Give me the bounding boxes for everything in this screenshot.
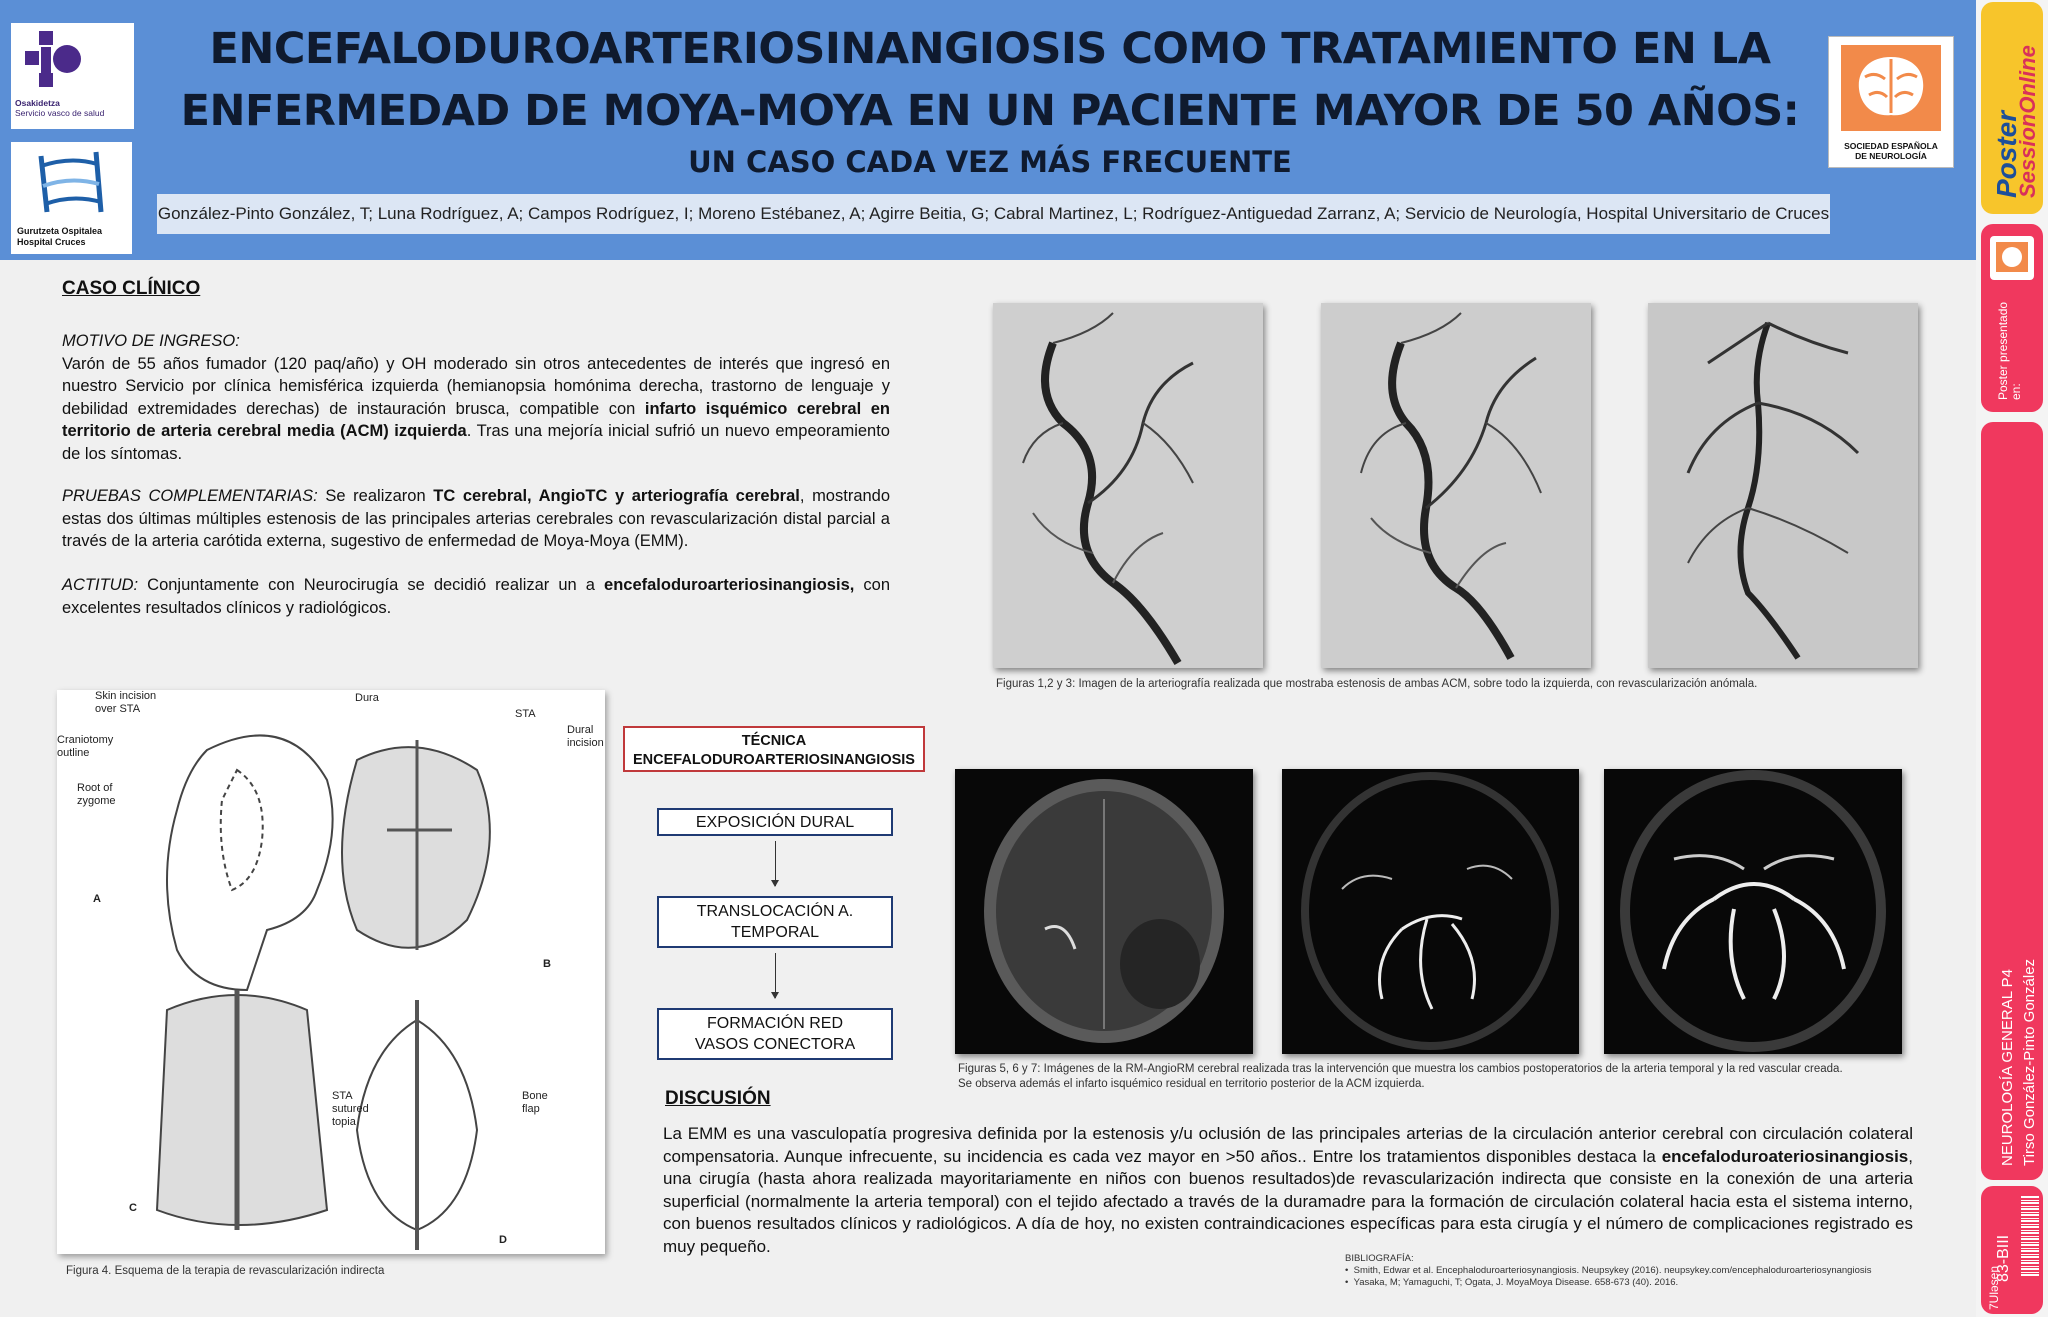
motivo-text-b: . Tras una mejoría inicial sufrió un nuevo empeoramiento de los síntomas. <box>62 422 890 463</box>
pruebas-text-b: , mostrando estas dos últimas múltiples estenosis de las principales arterias cerebrales con revascularización distal parcial a través de la arteria carótida externa, sugestivo de enfermedad de Moya-Moya (EMM). <box>62 487 891 550</box>
code-panel <box>1981 1186 2043 1314</box>
mri-image-7 <box>1604 769 1902 1054</box>
caption-figure-4: Figura 4. Esquema de la terapia de revascularización indirecta <box>66 1265 385 1277</box>
tecnica-title-line1: TÉCNICA <box>741 733 807 749</box>
pruebas-bold: TC cerebral, AngioTC y arteriografía cerebral <box>433 487 800 505</box>
actitud-block <box>62 574 890 619</box>
arteriography-image-3 <box>1648 303 1918 668</box>
brand-session: SessionOnline <box>2015 45 2040 198</box>
brain-icon <box>1829 37 1953 137</box>
caso-clinico-heading: CASO CLÍNICO <box>62 278 201 299</box>
label-c: C <box>129 1202 137 1214</box>
motivo-text-a: Varón de 55 años fumador (120 paq/año) y OH moderado sin otros antecedentes de interés que ingresó en nuestro Servicio por clínica hemisférica izquierda (hemianopsia homónima derecha, trastorno de lenguaje y debilidad extremidades derechas) de instauración brusca, compatible con <box>62 354 890 418</box>
author-label: Tirso González-Pinto González <box>2021 958 2038 1166</box>
surgery-schema-graphic <box>57 690 605 1254</box>
barcode <box>2021 1196 2039 1276</box>
mri-6-graphic <box>1282 769 1579 1054</box>
angiogram-1-graphic <box>993 303 1263 668</box>
label-skin-incision: Skin incision over STA <box>95 690 157 715</box>
discusion-heading: DISCUSIÓN <box>665 1088 771 1109</box>
discusion-text-a: La EMM es una vasculopatía progresiva definida por la estenosis y/u oclusión de las principales arterias de la circulación anterior cerebral con circulación colateral compensatoria. Aunque infrecuente, su incidencia es cada vez mayor en >50 años.. Entre los tratamientos disponibles destaca la <box>663 1124 1913 1166</box>
mri-7-graphic <box>1604 769 1902 1054</box>
angiogram-2-graphic <box>1321 303 1591 668</box>
bibliografia-item-2: • Yasaka, M; Yamaguchi, T; Ogata, J. MoyaMoya Disease. 658-673 (40). 2016. <box>1345 1277 1679 1288</box>
hospital-cruces-logo <box>11 142 132 254</box>
pruebas-text-a: Se realizaron <box>317 487 434 505</box>
poster-title-line1: ENCEFALODUROARTERIOSINANGIOSIS COMO TRATAMIENTO EN LA <box>209 24 1771 74</box>
pruebas-block <box>62 485 890 553</box>
flow-arrow-2 <box>775 953 776 998</box>
motivo-label: MOTIVO DE INGRESO: <box>62 332 240 350</box>
info-panel <box>1981 422 2043 1180</box>
osakidetza-logo <box>11 23 134 129</box>
hospital-cruces-name: Gurutzeta Ospitalea <box>17 226 103 236</box>
hospital-cruces-icon <box>11 142 132 222</box>
tecnica-title-line2: ENCEFALODUROARTERIOSINANGIOSIS <box>633 752 915 768</box>
arteriography-image-2 <box>1321 303 1591 668</box>
bibliografia-heading: BIBLIOGRAFÍA: <box>1345 1253 1414 1264</box>
arteriography-image-1 <box>993 303 1263 668</box>
authors-bar: González-Pinto González, T; Luna Rodríguez, A; Campos Rodríguez, I; Moreno Estébanez, A; Agirre Beitia, G; Cabral Martinez, L; Rodríguez-Antiguedad Zarranz, A; Servicio de Neurología, Hospital Universitario de Cruces <box>157 194 1830 234</box>
sen-logo <box>1828 36 1954 168</box>
poster-subtitle: UN CASO CADA VEZ MÁS FRECUENTE <box>688 145 1292 179</box>
brand-poster: Poster <box>1991 110 2022 198</box>
discusion-text-b: , una cirugía (hasta ahora realizada mayoritariamente en niños con buenos resultados)de revascularización indirecta que consiste en la conexión de una arteria superficial (normalmente la arteria temporal) con el tejido afectado a través de la duramadre para la formación de circulación colateral hacia esta el sistema interno, con buenos resultados clínicos y radiológicos. A día de hoy, no existen contraindicaciones específicas para esta cirugía y el número de complicaciones registrado es muy pequeño. <box>663 1146 1913 1256</box>
sen-mini-logo <box>1990 236 2034 280</box>
label-bone-flap: Bone flap <box>522 1090 548 1115</box>
tecnica-title-box <box>623 726 925 772</box>
actitud-label: ACTITUD: <box>62 576 139 594</box>
poster-title-line2: ENFERMEDAD DE MOYA-MOYA EN UN PACIENTE MAYOR DE 50 AÑOS: <box>180 86 1800 136</box>
sen-name-line2: DE NEUROLOGÍA <box>1855 151 1927 161</box>
discusion-text <box>663 1123 1913 1258</box>
label-sta-sutured: STA sutured topia <box>332 1090 369 1128</box>
caption-figures-5-7: Figuras 5, 6 y 7: Imágenes de la RM-AngioRM cerebral realizada tras la intervención que muestra los cambios postoperatorios de la arteria temporal y la red vascular creada. Se observa además el infarto isquémico residual en territorio posterior de la ACM izquierda. <box>958 1063 1843 1090</box>
surgery-schema-figure <box>57 690 605 1254</box>
bibliografia-item-1-text: Smith, Edwar et al. Encephaloduroarteriosynangiosis. Neupsykey (2016). neupsykey.com/encephaloduroarteriosynangiosis <box>1353 1265 1872 1276</box>
label-root-zygome: Root of zygome <box>77 782 116 807</box>
motivo-block <box>62 330 890 465</box>
presented-panel <box>1981 224 2043 412</box>
flow-step-3: FORMACIÓN RED VASOS CONECTORA <box>657 1008 893 1060</box>
mri-image-6 <box>1282 769 1579 1054</box>
sidebar-footer: 7Uləsen <box>1987 1265 2001 1310</box>
poster-code: 83-BIII <box>1995 1234 2012 1282</box>
actitud-bold: encefaloduroarteriosinangiosis, <box>604 576 855 594</box>
mri-image-5 <box>955 769 1253 1054</box>
pruebas-label: PRUEBAS COMPLEMENTARIAS: <box>62 487 318 505</box>
actitud-text-b: con excelentes resultados clínicos y radiológicos. <box>62 576 890 617</box>
label-d: D <box>499 1234 507 1246</box>
poster-session-sidebar <box>1976 0 2048 1317</box>
label-dural-incision: Dural incision <box>567 724 604 749</box>
label-craniotomy: Craniotomy outline <box>57 734 114 759</box>
osakidetza-subtitle: Servicio vasco de salud <box>15 108 105 118</box>
label-b: B <box>543 958 551 970</box>
discusion-bold: encefaloduroateriosinangiosis <box>1661 1146 1909 1166</box>
label-a: A <box>93 893 101 905</box>
flow-step-2: TRANSLOCACIÓN A. TEMPORAL <box>657 896 893 948</box>
flow-arrow-1 <box>775 841 776 886</box>
sen-name-line1: SOCIEDAD ESPAÑOLA <box>1844 141 1938 151</box>
hospital-cruces-subtitle: Hospital Cruces <box>17 237 86 247</box>
bibliografia-item-2-text: Yasaka, M; Yamaguchi, T; Ogata, J. MoyaMoya Disease. 658-673 (40). 2016. <box>1353 1277 1679 1288</box>
mri-5-graphic <box>955 769 1253 1054</box>
actitud-text-a: Conjuntamente con Neurocirugía se decidió realizar un a <box>138 576 605 594</box>
bibliografia-item-1: • Smith, Edwar et al. Encephaloduroarteriosynangiosis. Neupsykey (2016). neupsykey.com/encephaloduroarteriosynangiosis <box>1345 1265 1872 1276</box>
motivo-bold: infarto isquémico cerebral en territorio de arteria cerebral media (ACM) izquierda <box>62 399 890 440</box>
poster-title <box>180 18 1800 142</box>
category-label: NEUROLOGÍA GENERAL P4 <box>1999 968 2016 1166</box>
brand-panel <box>1981 2 2043 214</box>
label-dura: Dura <box>355 692 379 704</box>
angiogram-3-graphic <box>1648 303 1918 668</box>
presented-in-label: Poster presentado en: <box>1996 301 2023 400</box>
osakidetza-name: Osakidetza <box>15 98 60 108</box>
bibliografia <box>1345 1253 1905 1289</box>
caption-figures-1-3: Figuras 1,2 y 3: Imagen de la arteriografía realizada que mostraba estenosis de ambas ACM, sobre todo la izquierda, con revascularización anómala. <box>996 678 1758 690</box>
flow-step-1: EXPOSICIÓN DURAL <box>657 808 893 836</box>
label-sta: STA <box>515 708 536 720</box>
